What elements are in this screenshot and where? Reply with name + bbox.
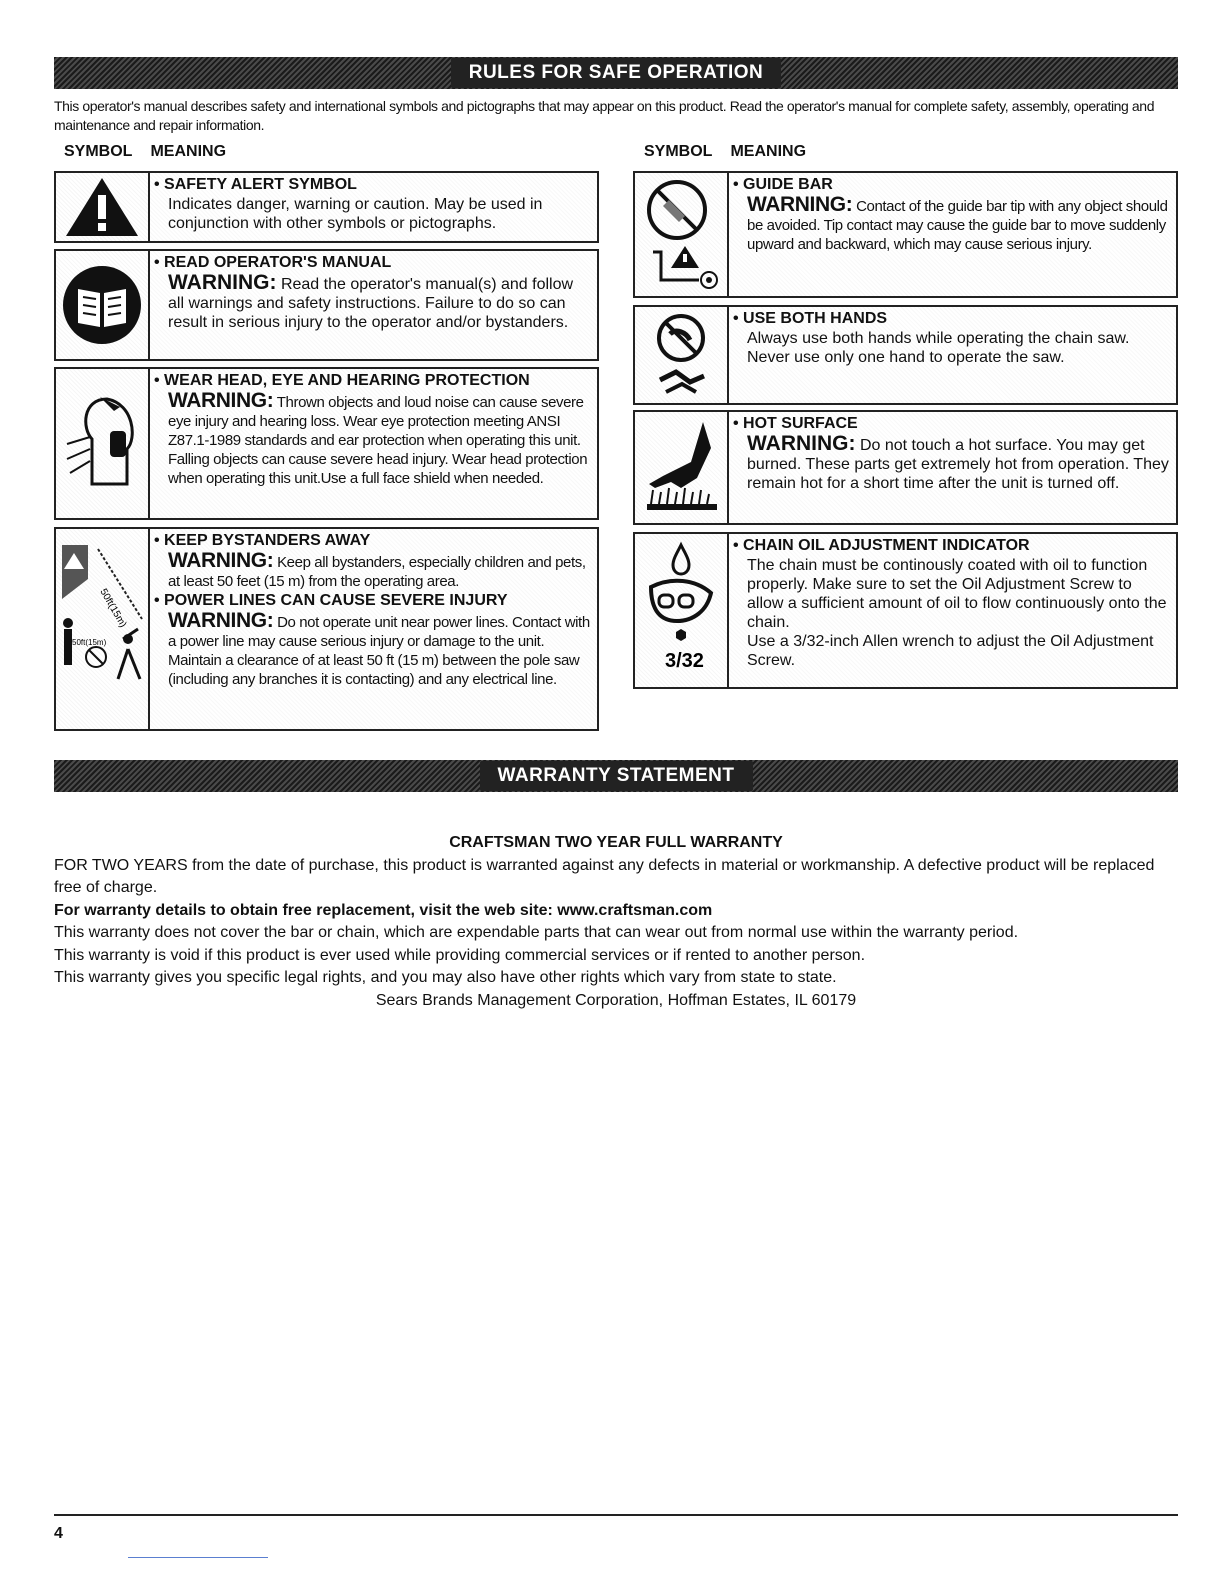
right-column-header <box>644 143 806 161</box>
allen-wrench-size-label: 3/32 <box>665 649 704 672</box>
safety-alert-row <box>54 171 599 243</box>
symbol-heading: • SAFETY ALERT SYMBOL <box>154 176 357 193</box>
warranty-banner-title: WARRANTY STATEMENT <box>480 761 753 791</box>
chain-oil-icon <box>635 534 729 687</box>
hot-surface-icon <box>635 412 729 523</box>
warranty-paragraph: This warranty does not cover the bar or chain, which are expendable parts that can wear out from normal use within the warranty period. <box>54 924 1019 941</box>
symbol-description: Keep all bystanders, especially children and pets, at least 50 feet (15 m) from the operating area. <box>168 554 586 590</box>
warranty-paragraph: FOR TWO YEARS from the date of purchase, this product is warranted against any defects in material or workmanship. A defective product will be replaced free of charge. <box>54 856 1155 896</box>
read-manual-row <box>54 249 599 361</box>
meaning-header: MEANING <box>150 143 227 160</box>
footer-blue-line <box>128 1557 268 1558</box>
head-eye-hearing-row <box>54 367 599 520</box>
warning-label: WARNING: <box>168 549 274 572</box>
warning-label: WARNING: <box>168 609 274 632</box>
symbol-heading: • GUIDE BAR <box>733 176 833 193</box>
warning-label: WARNING: <box>168 389 274 412</box>
left-column-header <box>64 143 226 161</box>
page-number: 4 <box>54 1525 63 1542</box>
symbol-header: SYMBOL <box>64 143 133 160</box>
warning-label: WARNING: <box>168 271 277 294</box>
warranty-website-note: For warranty details to obtain free replacement, visit the web site: www.craftsman.com <box>54 901 713 919</box>
symbol-description: Do not touch a hot surface. You may get burned. These parts get extremely hot from operation. They remain hot for a short time after the unit is turned off. <box>747 437 1169 492</box>
both-hands-row <box>633 305 1178 405</box>
head-eye-hearing-protection-icon <box>56 369 150 518</box>
meaning-header: MEANING <box>730 143 807 160</box>
bystander-distance-label: 50ft(15m) <box>72 638 107 647</box>
warranty-banner <box>54 760 1178 792</box>
warranty-paragraph: This warranty gives you specific legal rights, and you may also have other rights which vary from state to state. <box>54 969 837 986</box>
bystanders-power-lines-row <box>54 527 599 731</box>
hot-surface-row <box>633 410 1178 525</box>
symbol-heading: • WEAR HEAD, EYE AND HEARING PROTECTION <box>154 372 530 389</box>
rules-banner <box>54 57 1178 89</box>
symbol-description: Do not operate unit near power lines. Contact with a power line may cause serious injury or damage to the unit. Maintain a clearance of at least 50 ft (15 m) between the pole saw (including any branches it is contacting) and any electrical line. <box>168 614 590 688</box>
symbol-heading: • POWER LINES CAN CAUSE SEVERE INJURY <box>154 592 508 609</box>
chain-oil-row <box>633 532 1178 689</box>
symbol-heading: • CHAIN OIL ADJUSTMENT INDICATOR <box>733 537 1030 554</box>
warranty-company-address: Sears Brands Management Corporation, Hoffman Estates, IL 60179 <box>375 991 857 1009</box>
warning-label: WARNING: <box>747 193 853 216</box>
guide-bar-row <box>633 171 1178 298</box>
warranty-section <box>54 832 1178 1012</box>
symbol-heading: • HOT SURFACE <box>733 415 858 432</box>
symbol-description: Use a 3/32-inch Allen wrench to adjust the Oil Adjustment Screw. <box>747 633 1154 669</box>
guide-bar-icon <box>635 173 729 296</box>
symbol-description: Thrown objects and loud noise can cause severe eye injury and hearing loss. Wear eye protection meeting ANSI Z87.1-1989 standards and ear protection when operating this unit. Falling objects can cause severe head injury. Wear head protection when operating this unit.Use a full face shield when needed. <box>168 394 588 487</box>
symbol-description: Indicates danger, warning or caution. May be used in conjunction with other symbols or pictographs. <box>168 196 543 232</box>
symbol-description: Contact of the guide bar tip with any object should be avoided. Tip contact may cause the guide bar to move suddenly upward and backward, which may cause serious injury. <box>747 198 1168 253</box>
symbol-description: The chain must be continously coated with oil to function properly. Make sure to set the Oil Adjustment Screw to allow a sufficient amount of oil to flow continuously onto the chain. <box>747 557 1167 631</box>
warranty-paragraph: This warranty is void if this product is ever used while providing commercial services or if rented to another person. <box>54 946 866 964</box>
symbol-description: Read the operator's manual(s) and follow all warnings and safety instructions. Failure to do so can result in serious injury to the operator and/or bystanders. <box>168 276 574 331</box>
svg-text:50ft(15m): 50ft(15m) <box>97 587 129 630</box>
warranty-title: CRAFTSMAN TWO YEAR FULL WARRANTY <box>449 834 783 851</box>
warning-label: WARNING: <box>747 432 856 455</box>
symbol-heading: • USE BOTH HANDS <box>733 310 888 327</box>
read-manual-icon <box>56 251 150 359</box>
symbol-heading: • READ OPERATOR'S MANUAL <box>154 254 392 271</box>
symbol-header: SYMBOL <box>644 143 713 160</box>
footer-divider <box>54 1514 1178 1516</box>
both-hands-icon <box>635 307 729 403</box>
bystanders-power-lines-icon <box>56 529 150 729</box>
intro-text: This operator's manual describes safety and international symbols and pictographs that may appear on this product. Read the operator's manual for complete safety, assembly, operating and maintenance and repair information. <box>54 98 1155 133</box>
symbol-heading: • KEEP BYSTANDERS AWAY <box>154 532 371 549</box>
rules-banner-title: RULES FOR SAFE OPERATION <box>451 58 782 88</box>
safety-alert-icon <box>56 173 150 241</box>
symbol-description: Always use both hands while operating the chain saw. Never use only one hand to operate the saw. <box>747 330 1130 366</box>
